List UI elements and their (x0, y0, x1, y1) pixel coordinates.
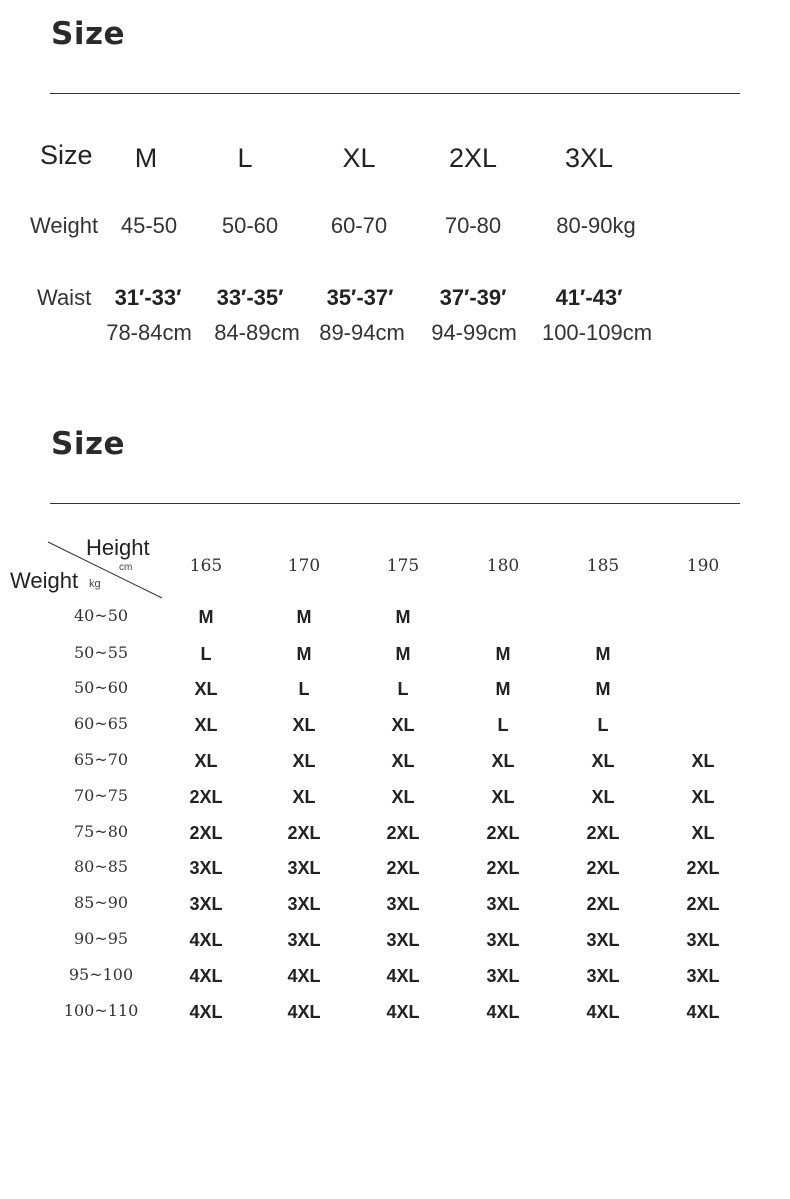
weight-range-label: 40~50 (73, 606, 129, 625)
size-cell: XL (691, 751, 715, 771)
section2-title: Size (51, 426, 126, 462)
size-cell: M (395, 607, 411, 627)
size-cell: XL (292, 787, 316, 807)
waist-inches: 37′-39′ (439, 285, 507, 310)
size-row-label: Size (40, 140, 93, 170)
size-cell: XL (691, 823, 715, 843)
size-cell: 3XL (287, 858, 321, 878)
height-header: 180 (486, 556, 520, 576)
weight-row-label: Weight (30, 213, 99, 238)
weight-value: 80-90kg (556, 213, 636, 238)
size-cell: XL (292, 751, 316, 771)
size-cell: 4XL (287, 966, 321, 986)
size-cell: M (198, 607, 214, 627)
waist-cm: 78-84cm (106, 320, 192, 345)
waist-inches: 35′-37′ (326, 285, 394, 310)
waist-cm: 84-89cm (214, 320, 300, 345)
size-cell: 3XL (486, 894, 520, 914)
weight-range-label: 65~70 (73, 750, 129, 769)
waist-row-label: Waist (37, 285, 92, 310)
weight-range-label: 80~85 (73, 857, 129, 876)
size-cell: M (495, 644, 511, 664)
waist-inches: 31′-33′ (114, 285, 182, 310)
waist-cm: 94-99cm (431, 320, 517, 345)
height-header: 175 (386, 556, 420, 576)
height-header: 170 (287, 556, 321, 576)
size-cell: XL (391, 715, 415, 735)
size-cell: 4XL (189, 1002, 223, 1022)
size-cell: 4XL (189, 930, 223, 950)
size-xl: XL (342, 143, 376, 173)
weight-range-label: 50~55 (73, 643, 129, 662)
size-cell: L (298, 679, 310, 699)
size-cell: 3XL (686, 930, 720, 950)
weight-range-label: 90~95 (73, 929, 129, 948)
size-cell: 3XL (586, 966, 620, 986)
size-cell: M (296, 607, 312, 627)
size-cell: XL (194, 715, 218, 735)
size-cell: XL (491, 751, 515, 771)
size-cell: 2XL (686, 894, 720, 914)
size-cell: M (296, 644, 312, 664)
size-cell: 2XL (386, 858, 420, 878)
size-cell: 4XL (189, 966, 223, 986)
size-cell: L (397, 679, 409, 699)
size-cell: 4XL (486, 1002, 520, 1022)
size-cell: 2XL (486, 823, 520, 843)
weight-value: 50-60 (221, 213, 279, 238)
size-cell: 4XL (686, 1002, 720, 1022)
corner-weight-unit: kg (89, 578, 101, 590)
weight-range-label: 95~100 (68, 965, 134, 984)
weight-range-label: 85~90 (73, 893, 129, 912)
size-cell: 2XL (486, 858, 520, 878)
weight-range-label: 75~80 (73, 822, 129, 841)
size-cell: L (497, 715, 509, 735)
size-cell: XL (591, 787, 615, 807)
size-cell: 2XL (686, 858, 720, 878)
size-cell: XL (194, 751, 218, 771)
weight-value: 70-80 (444, 213, 502, 238)
size-cell: XL (491, 787, 515, 807)
size-cell: 2XL (586, 894, 620, 914)
corner-weight-label: Weight (10, 568, 79, 593)
size-cell: 3XL (586, 930, 620, 950)
size-cell: 2XL (586, 823, 620, 843)
size-2xl: 2XL (448, 143, 498, 173)
section1-title: Size (51, 16, 126, 52)
weight-range-label: 70~75 (73, 786, 129, 805)
size-cell: L (597, 715, 609, 735)
height-header: 165 (189, 556, 223, 576)
height-header: 190 (686, 556, 720, 576)
size-cell: XL (292, 715, 316, 735)
size-cell: 3XL (486, 930, 520, 950)
size-l: L (237, 143, 253, 173)
size-cell: 3XL (189, 894, 223, 914)
size-cell: L (200, 644, 212, 664)
size-cell: 3XL (287, 894, 321, 914)
weight-value: 60-70 (330, 213, 388, 238)
height-header: 185 (586, 556, 620, 576)
weight-value: 45-50 (120, 213, 178, 238)
waist-inches: 33′-35′ (216, 285, 284, 310)
size-cell: 4XL (386, 1002, 420, 1022)
size-cell: XL (391, 751, 415, 771)
size-cell: 3XL (386, 894, 420, 914)
size-cell: 2XL (287, 823, 321, 843)
size-cell: 2XL (386, 823, 420, 843)
size-cell: 4XL (287, 1002, 321, 1022)
size-cell: M (595, 679, 611, 699)
size-cell: XL (691, 787, 715, 807)
size-cell: 2XL (586, 858, 620, 878)
size-cell: M (595, 644, 611, 664)
size-cell: 3XL (386, 930, 420, 950)
waist-cm: 100-109cm (541, 320, 653, 345)
weight-range-label: 50~60 (73, 678, 129, 697)
weight-range-label: 100~110 (63, 1001, 139, 1020)
corner-height-unit: cm (119, 562, 133, 573)
size-cell: 2XL (189, 787, 223, 807)
size-cell: 3XL (189, 858, 223, 878)
size-cell: XL (591, 751, 615, 771)
size-cell: 2XL (189, 823, 223, 843)
waist-inches: 41′-43′ (555, 285, 623, 310)
size-cell: 4XL (586, 1002, 620, 1022)
size-cell: M (395, 644, 411, 664)
size-cell: M (495, 679, 511, 699)
size-m: M (134, 143, 158, 173)
weight-range-label: 60~65 (73, 714, 129, 733)
corner-height-label: Height (86, 535, 150, 560)
size-cell: 3XL (686, 966, 720, 986)
size-cell: XL (194, 679, 218, 699)
size-3xl: 3XL (564, 143, 614, 173)
size-cell: XL (391, 787, 415, 807)
waist-cm: 89-94cm (319, 320, 405, 345)
size-cell: 3XL (486, 966, 520, 986)
size-cell: 3XL (287, 930, 321, 950)
size-cell: 4XL (386, 966, 420, 986)
